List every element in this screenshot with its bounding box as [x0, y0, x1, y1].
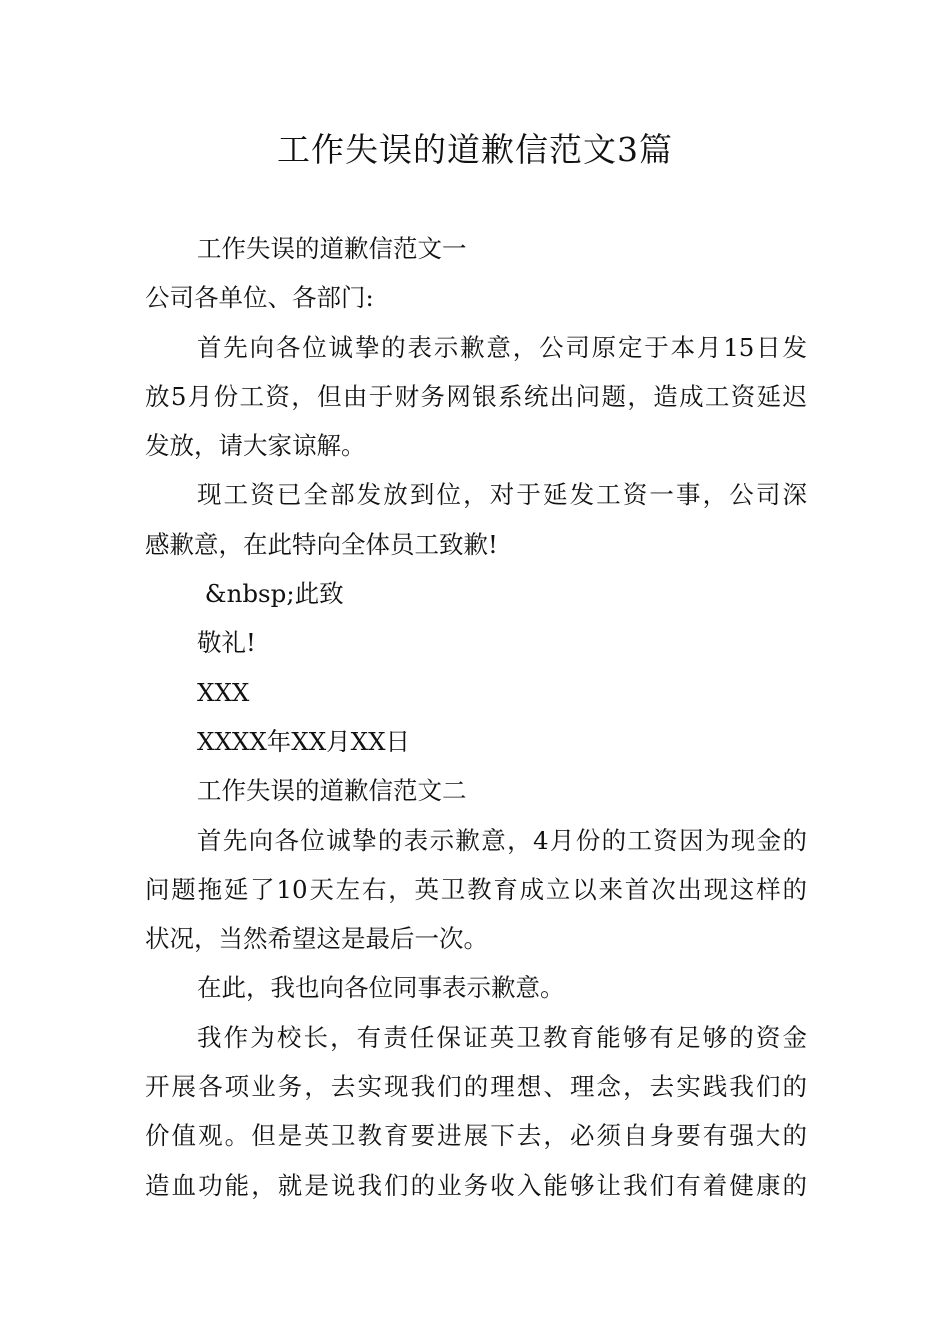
section-heading-1: 工作失误的道歉信范文一 — [197, 234, 467, 263]
paragraph-line: 问题拖延了10天左右，英卫教育成立以来首次出现这样的 — [145, 874, 807, 904]
paragraph-line: 感歉意，在此特向全体员工致歉! — [145, 529, 498, 559]
document-body — [145, 224, 807, 1210]
paragraph-line: 发放，请大家谅解。 — [145, 431, 366, 461]
paragraph-line: 在此，我也向各位同事表示歉意。 — [197, 973, 565, 1003]
closing-line: &nbsp;此致 — [197, 579, 344, 609]
salutation: 公司各单位、各部门: — [145, 283, 374, 313]
paragraph-line: 我作为校长，有责任保证英卫教育能够有足够的资金 — [197, 1022, 807, 1052]
document-title: 工作失误的道歉信范文3篇 — [277, 130, 673, 169]
signature-name: XXX — [197, 677, 250, 707]
section-heading-2: 工作失误的道歉信范文二 — [197, 776, 467, 806]
paragraph-line: 价值观。但是英卫教育要进展下去，必须自身要有强大的 — [145, 1121, 807, 1151]
paragraph-line: 开展各项业务，去实现我们的理想、理念，去实践我们的 — [145, 1072, 807, 1102]
paragraph-line: 首先向各位诚挚的表示歉意，公司原定于本月15日发 — [197, 332, 807, 362]
signature-date: XXXX年XX月XX日 — [197, 726, 411, 756]
paragraph-line: 造血功能，就是说我们的业务收入能够让我们有着健康的 — [145, 1170, 807, 1200]
paragraph-line: 现工资已全部发放到位，对于延发工资一事，公司深 — [197, 480, 807, 510]
paragraph-line: 首先向各位诚挚的表示歉意，4月份的工资因为现金的 — [197, 825, 807, 855]
paragraph-line: 状况，当然希望这是最后一次。 — [145, 924, 488, 954]
closing-regards: 敬礼! — [197, 628, 256, 658]
paragraph-line: 放5月份工资，但由于财务网银系统出问题，造成工资延迟 — [145, 381, 807, 411]
